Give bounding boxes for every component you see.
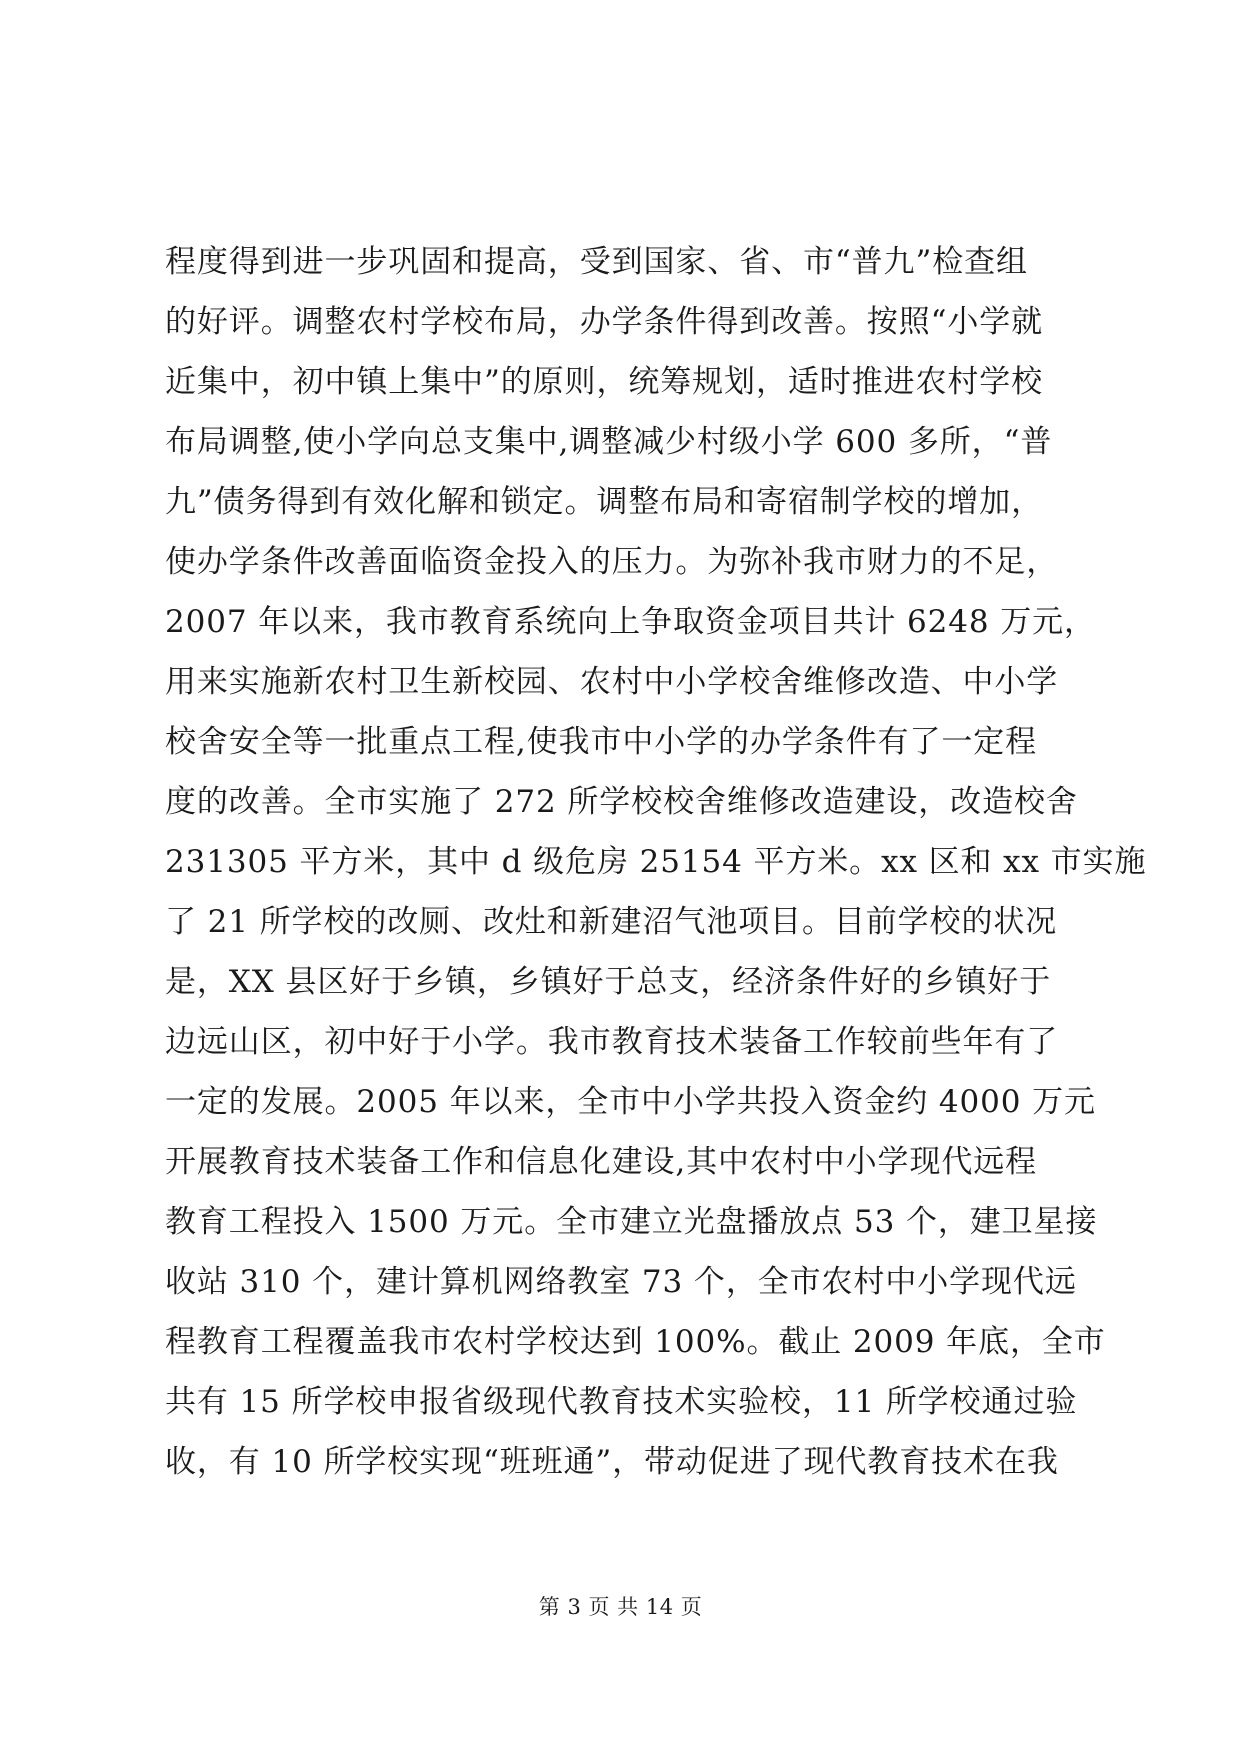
text-line: 用来实施新农村卫生新校园、农村中小学校舍维修改造、中小学	[165, 664, 1059, 700]
text-line: 2007 年以来，我市教育系统向上争取资金项目共计 6248 万元，	[165, 604, 1096, 640]
text-line: 边远山区，初中好于小学。我市教育技术装备工作较前些年有了	[165, 1024, 1059, 1060]
text-line: 校舍安全等一批重点工程,使我市中小学的办学条件有了一定程	[165, 724, 1038, 760]
text-line: 收站 310 个，建计算机网络教室 73 个，全市农村中小学现代远	[165, 1264, 1077, 1300]
text-line: 度的改善。全市实施了 272 所学校校舍维修改造建设，改造校舍	[165, 784, 1078, 820]
text-line: 一定的发展。2005 年以来，全市中小学共投入资金约 4000 万元	[165, 1084, 1096, 1120]
text-line: 收，有 10 所学校实现“班班通”，带动促进了现代教育技术在我	[165, 1444, 1059, 1480]
text-line: 近集中，初中镇上集中”的原则，统筹规划，适时推进农村学校	[165, 364, 1044, 400]
text-line: 程教育工程覆盖我市农村学校达到 100%。截止 2009 年底，全市	[165, 1324, 1106, 1360]
page-footer	[0, 1592, 1241, 1622]
page-number: 第 3 页 共 14 页	[538, 1595, 703, 1619]
text-line: 教育工程投入 1500 万元。全市建立光盘播放点 53 个，建卫星接	[165, 1204, 1098, 1240]
text-line: 的好评。调整农村学校布局，办学条件得到改善。按照“小学就	[165, 304, 1044, 340]
text-line: 九”债务得到有效化解和锁定。调整布局和寄宿制学校的增加，	[165, 484, 1044, 520]
text-line: 231305 平方米，其中 d 级危房 25154 平方米。xx 区和 xx 市实施	[165, 844, 1147, 880]
text-line: 布局调整,使小学向总支集中,调整减少村级小学 600 多所，“普	[165, 424, 1053, 460]
body-text	[165, 232, 1147, 1492]
text-line: 共有 15 所学校申报省级现代教育技术实验校，11 所学校通过验	[165, 1384, 1078, 1420]
text-line: 开展教育技术装备工作和信息化建设,其中农村中小学现代远程	[165, 1144, 1038, 1180]
text-line: 使办学条件改善面临资金投入的压力。为弥补我市财力的不足，	[165, 544, 1059, 580]
text-line: 程度得到进一步巩固和提高，受到国家、省、市“普九”检查组	[165, 244, 1028, 280]
text-line: 是，XX 县区好于乡镇，乡镇好于总支，经济条件好的乡镇好于	[165, 964, 1052, 1000]
text-line: 了 21 所学校的改厕、改灶和新建沼气池项目。目前学校的状况	[165, 904, 1058, 940]
